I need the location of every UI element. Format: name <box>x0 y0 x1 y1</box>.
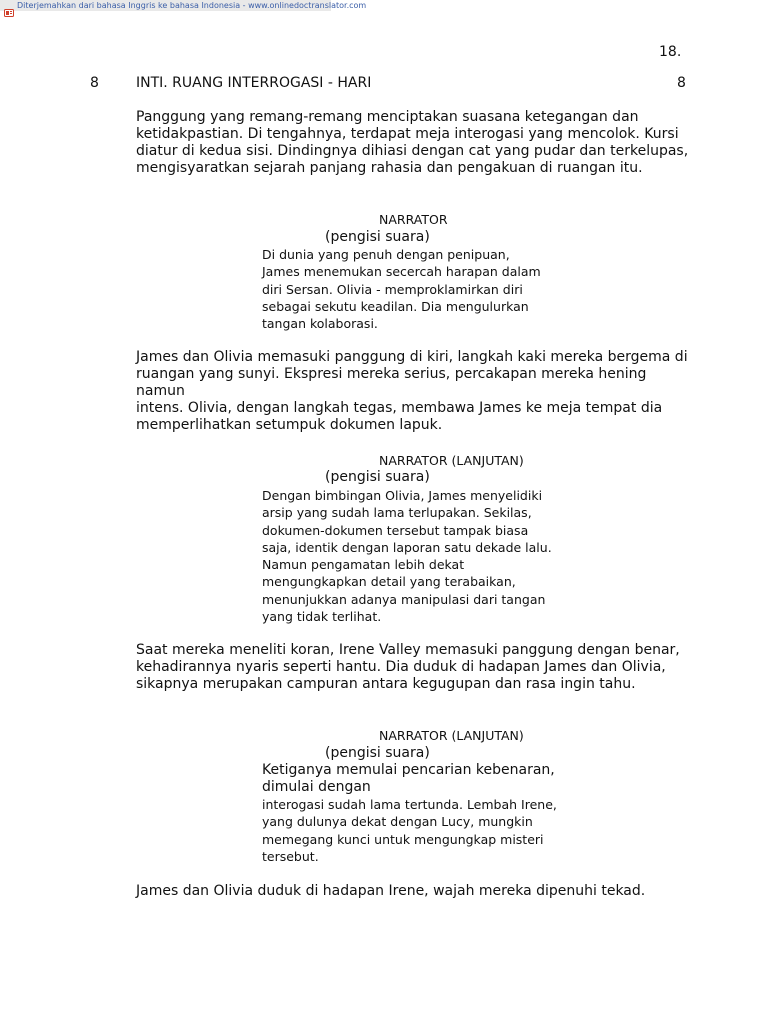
dialogue-line: Namun pengamatan lebih dekat <box>262 557 465 573</box>
action-line: sikapnya merupakan campuran antara kegugupan dan rasa ingin tahu. <box>136 676 636 692</box>
action-line: mengisyaratkan sejarah panjang rahasia dan pengakuan di ruangan itu. <box>136 160 643 176</box>
dialogue-block-2 <box>262 487 562 625</box>
action-line: intens. Olivia, dengan langkah tegas, membawa James ke meja tempat dia <box>136 400 663 416</box>
translation-banner-text[interactable]: Diterjemahkan dari bahasa Inggris ke bahasa Indonesia - www.onlinedoctranslator.com <box>17 1 367 10</box>
dialogue-line: arsip yang sudah lama terlupakan. Sekilas, <box>262 505 532 521</box>
page-number: 18. <box>659 44 682 60</box>
dialogue-line: saja, identik dengan laporan satu dekade lalu. <box>262 539 552 555</box>
character-name: NARRATOR <box>379 212 448 227</box>
dialogue-line: dokumen-dokumen tersebut tampak biasa <box>262 522 529 538</box>
dialogue-block-3 <box>262 762 562 865</box>
action-line: James dan Olivia duduk di hadapan Irene, wajah mereka dipenuhi tekad. <box>136 883 646 899</box>
character-name: NARRATOR (LANJUTAN) <box>379 453 524 468</box>
action-line: diatur di kedua sisi. Dindingnya dihiasi dengan cat yang pudar dan terkelupas, <box>136 143 689 159</box>
parenthetical: (pengisi suara) <box>325 229 430 245</box>
action-line: Panggung yang remang-remang menciptakan suasana ketegangan dan <box>136 109 639 125</box>
action-line: James dan Olivia memasuki panggung di kiri, langkah kaki mereka bergema di <box>136 349 688 365</box>
action-paragraph-4 <box>136 883 696 900</box>
parenthetical: (pengisi suara) <box>325 745 430 761</box>
dialogue-line: Ketiganya memulai pencarian kebenaran, <box>262 762 555 778</box>
dialogue-line: interogasi sudah lama tertunda. Lembah Irene, <box>262 797 557 812</box>
action-paragraph-1 <box>136 109 696 177</box>
dialogue-line: Dengan bimbingan Olivia, James menyelidiki <box>262 488 543 503</box>
scene-number-left: 8 <box>90 75 99 91</box>
dialogue-line: tangan kolaborasi. <box>262 316 378 332</box>
action-line: ruangan yang sunyi. Ekspresi mereka serius, percakapan mereka hening namun <box>136 366 647 399</box>
action-paragraph-2 <box>136 349 696 434</box>
dialogue-line: dimulai dengan <box>262 779 371 795</box>
dialogue-line: menunjukkan adanya manipulasi dari tangan <box>262 591 546 607</box>
dialogue-block-1 <box>262 246 562 332</box>
dialogue-line: mengungkapkan detail yang terabaikan, <box>262 574 516 590</box>
parenthetical: (pengisi suara) <box>325 469 430 485</box>
dialogue-line: James menemukan secercah harapan dalam <box>262 264 541 280</box>
action-paragraph-3 <box>136 642 696 693</box>
dialogue-line: Di dunia yang penuh dengan penipuan, <box>262 247 510 262</box>
dialogue-line: tersebut. <box>262 848 319 864</box>
translation-banner[interactable] <box>0 0 367 11</box>
dialogue-line: diri Sersan. Olivia - memproklamirkan diri <box>262 281 523 297</box>
translator-logo-icon <box>4 2 14 10</box>
action-line: ketidakpastian. Di tengahnya, terdapat meja interogasi yang mencolok. Kursi <box>136 126 679 142</box>
dialogue-line: yang tidak terlihat. <box>262 609 382 625</box>
dialogue-line: memegang kunci untuk mengungkap misteri <box>262 831 544 847</box>
scene-number-right: 8 <box>677 75 686 91</box>
scene-heading: INTI. RUANG INTERROGASI - HARI <box>136 75 372 91</box>
dialogue-line: yang dulunya dekat dengan Lucy, mungkin <box>262 814 533 830</box>
character-name: NARRATOR (LANJUTAN) <box>379 728 524 743</box>
action-line: memperlihatkan setumpuk dokumen lapuk. <box>136 417 443 433</box>
action-line: kehadirannya nyaris seperti hantu. Dia duduk di hadapan James dan Olivia, <box>136 659 666 675</box>
action-line: Saat mereka meneliti koran, Irene Valley memasuki panggung dengan benar, <box>136 642 680 658</box>
dialogue-line: sebagai sekutu keadilan. Dia mengulurkan <box>262 298 529 314</box>
